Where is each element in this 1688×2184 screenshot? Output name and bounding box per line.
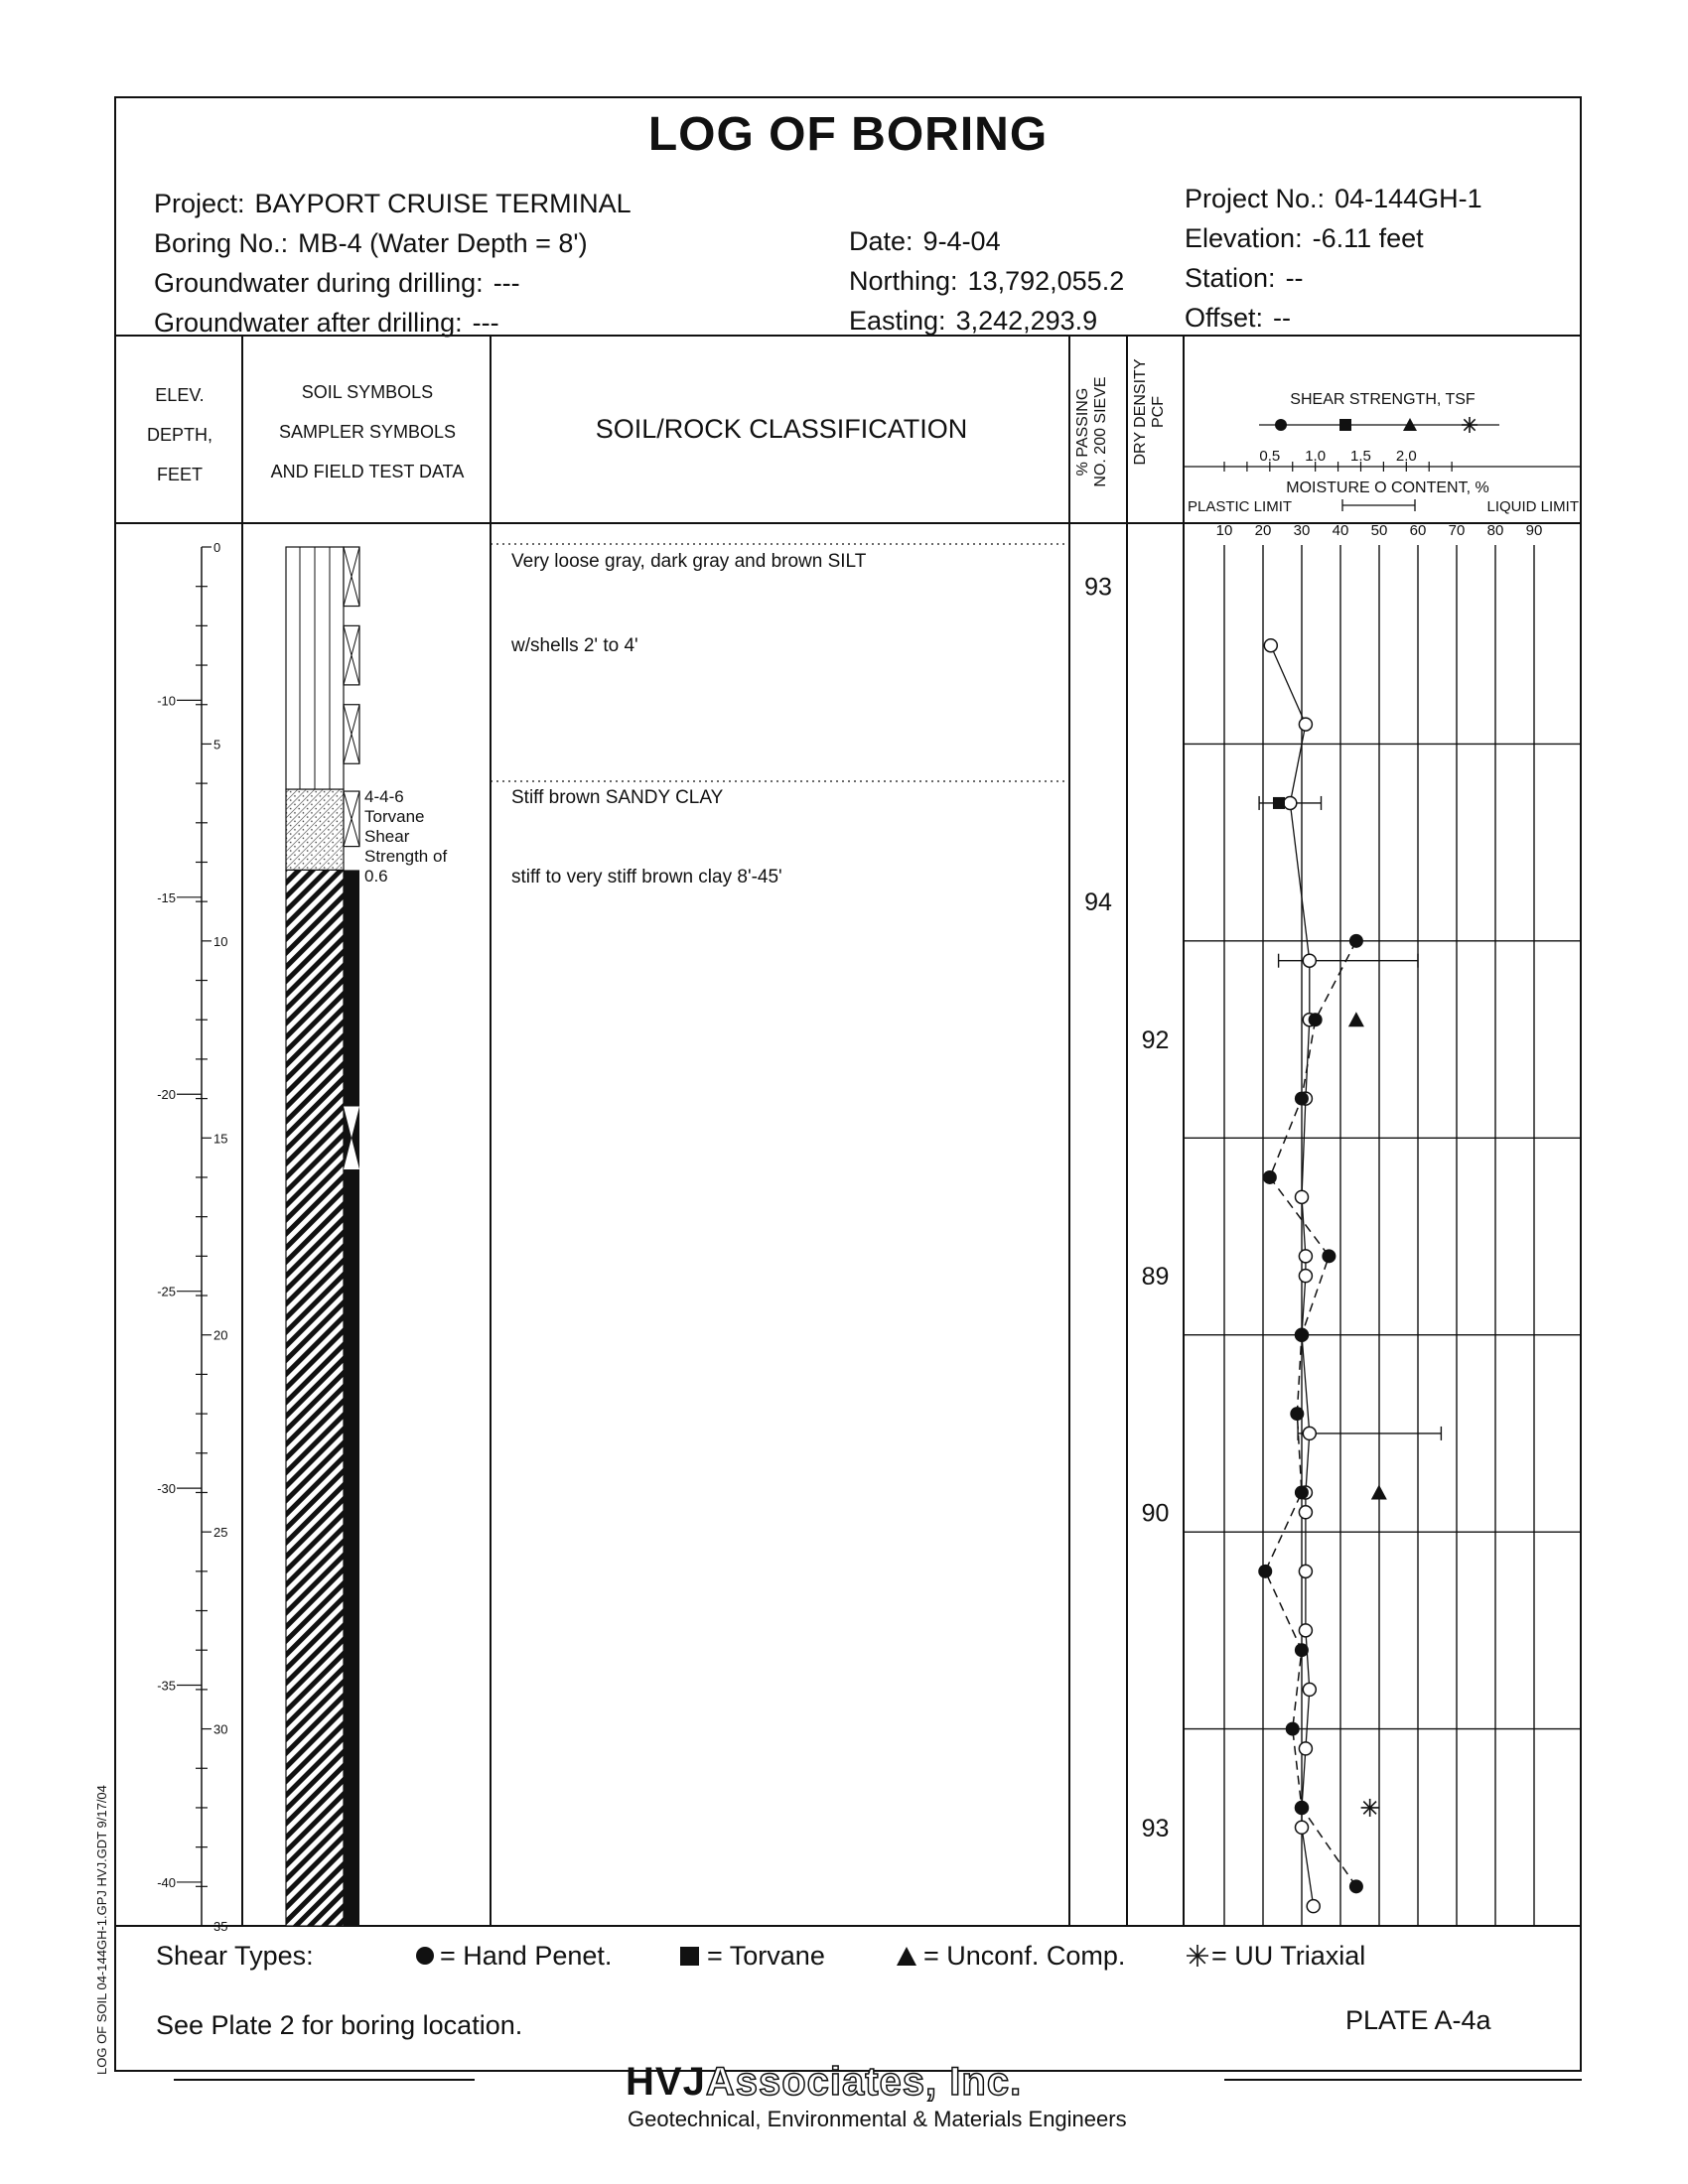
depth-label: 15: [213, 1131, 228, 1147]
gw-after-label: Groundwater after drilling:: [154, 308, 463, 338]
gw-during-label: Groundwater during drilling:: [154, 268, 484, 298]
density-value: 93: [1141, 1814, 1170, 1843]
field-test-line: 4-4-6: [364, 787, 404, 806]
shear-legend-dot: [1275, 419, 1287, 431]
elev-header-line2: DEPTH,: [146, 425, 212, 445]
moisture-point: [1303, 954, 1316, 967]
hand-penet-point: [1349, 934, 1363, 948]
moisture-tick-label: 80: [1486, 522, 1504, 539]
density-value: 90: [1141, 1499, 1170, 1528]
logo-outline: Associates, Inc.: [705, 2060, 1023, 2104]
offset-value: --: [1273, 303, 1292, 333]
logo-bold: HVJ: [626, 2060, 706, 2104]
shelby-tube-samples: [344, 870, 359, 1926]
sandy-clay-layer: [286, 789, 344, 870]
plot-axes: [1184, 391, 1582, 539]
hand-penet-point: [1295, 1485, 1309, 1499]
elevation-label: -25: [157, 1284, 176, 1299]
liquid-limit-label: LIQUID LIMIT: [1486, 498, 1579, 515]
moisture-point: [1299, 1506, 1312, 1519]
moisture-point: [1264, 639, 1277, 652]
field-test-line: Torvane: [364, 807, 425, 826]
elevation-value: -6.11 feet: [1312, 223, 1424, 253]
page-title: LOG OF BORING: [647, 108, 1049, 161]
elevation-label: -35: [157, 1678, 176, 1694]
desc-silt: Very loose gray, dark gray and brown SILT: [511, 551, 867, 572]
passing-header-line1: % PASSING: [1074, 387, 1091, 477]
shear-tick-label: 1.5: [1350, 448, 1371, 465]
elev-header-line3: FEET: [156, 465, 203, 484]
field-test-line: Shear: [364, 827, 410, 846]
desc-clay: stiff to very stiff brown clay 8'-45': [511, 867, 782, 887]
moisture-tick-label: 50: [1370, 522, 1388, 539]
moisture-tick-label: 10: [1215, 522, 1233, 539]
hand-penet-icon: [416, 1947, 434, 1965]
symbols-header-line1: SOIL SYMBOLS: [301, 382, 434, 402]
classification-header: SOIL/ROCK CLASSIFICATION: [595, 414, 968, 444]
desc-shells: w/shells 2' to 4': [511, 635, 638, 656]
unconf-comp-icon: [897, 1947, 916, 1966]
shear-tick-label: 0.5: [1259, 448, 1281, 465]
desc-sandy-clay: Stiff brown SANDY CLAY: [511, 787, 724, 808]
moisture-point: [1303, 1683, 1316, 1696]
depth-label: 10: [213, 933, 228, 949]
moisture-tick-label: 60: [1409, 522, 1427, 539]
hand-penet-point: [1309, 1013, 1323, 1026]
depth-label: 25: [213, 1525, 228, 1541]
elevation-axis: [157, 540, 227, 1934]
field-test-line: Strength of: [364, 847, 448, 866]
hand-penet-point: [1263, 1170, 1277, 1184]
density-value: 89: [1141, 1263, 1170, 1292]
legend-torvane: = Torvane: [707, 1941, 825, 1971]
boring-value: MB-4 (Water Depth = 8'): [298, 228, 588, 258]
moisture-tick-label: 70: [1448, 522, 1466, 539]
date-value: 9-4-04: [922, 226, 1001, 256]
plot-marks: [1258, 639, 1441, 1913]
passing-header-line2: NO. 200 SIEVE: [1092, 376, 1109, 487]
moisture-point: [1296, 1821, 1309, 1834]
legend-unconf: = Unconf. Comp.: [923, 1941, 1126, 1971]
depth-label: 30: [213, 1721, 228, 1737]
elevation-label: -15: [157, 889, 176, 905]
elevation-label: -20: [157, 1087, 176, 1103]
station-label: Station:: [1185, 263, 1276, 293]
symbols-header-line2: SAMPLER SYMBOLS: [278, 422, 457, 442]
torvane-point: [1273, 797, 1285, 809]
boring-label: Boring No.:: [154, 228, 289, 258]
density-header-line1: DRY DENSITY: [1132, 358, 1149, 466]
project-value: BAYPORT CRUISE TERMINAL: [254, 189, 632, 218]
shear-strength-title: SHEAR STRENGTH, TSF: [1290, 391, 1476, 408]
date-label: Date:: [849, 226, 914, 256]
moisture-tick-label: 20: [1254, 522, 1272, 539]
hand-penet-point: [1295, 1643, 1309, 1657]
station-value: --: [1285, 263, 1304, 293]
field-test-line: 0.6: [364, 867, 388, 886]
hand-penet-point: [1349, 1879, 1363, 1893]
easting-value: 3,242,293.9: [955, 306, 1098, 336]
moisture-point: [1296, 1190, 1309, 1203]
unconf-comp-point: [1371, 1484, 1387, 1499]
density-header-line2: PCF: [1150, 396, 1167, 428]
hand-penet-point: [1286, 1722, 1300, 1736]
moisture-point: [1299, 718, 1312, 731]
hand-penet-point: [1322, 1249, 1336, 1263]
elevation-label: -10: [157, 693, 176, 709]
hand-penet-point: [1295, 1801, 1309, 1815]
northing-label: Northing:: [849, 266, 958, 296]
hand-penet-point: [1295, 1328, 1309, 1342]
torvane-icon: [680, 1947, 699, 1966]
moisture-point: [1299, 1270, 1312, 1283]
plastic-limit-label: PLASTIC LIMIT: [1188, 498, 1293, 515]
hand-penet-point: [1295, 1092, 1309, 1106]
company-logo: [626, 2060, 1022, 2105]
moisture-title: MOISTURE O CONTENT, %: [1286, 479, 1489, 496]
easting-label: Easting:: [849, 306, 946, 336]
company-tagline: Geotechnical, Environmental & Materials Engineers: [628, 2107, 1127, 2131]
project-no-label: Project No.:: [1185, 184, 1326, 213]
moisture-point: [1307, 1900, 1320, 1913]
elev-header-line1: ELEV.: [155, 385, 205, 405]
moisture-tick-label: 90: [1525, 522, 1543, 539]
moisture-point: [1299, 1624, 1312, 1637]
depth-label: 5: [213, 737, 221, 752]
plate-number: PLATE A-4a: [1345, 2005, 1491, 2035]
file-reference: LOG OF SOIL 04-144GH-1.GPJ HVJ.GDT 9/17/04: [94, 1785, 109, 2075]
depth-label: 20: [213, 1327, 228, 1343]
moisture-point: [1303, 1427, 1316, 1439]
project-label: Project:: [154, 189, 245, 218]
moisture-point: [1299, 1565, 1312, 1577]
northing-value: 13,792,055.2: [967, 266, 1125, 296]
legend-hand-penet: = Hand Penet.: [440, 1941, 613, 1971]
plot-grid: [1184, 545, 1582, 1926]
elevation-label: -30: [157, 1481, 176, 1497]
hand-penet-point: [1258, 1565, 1272, 1578]
legend-uu: = UU Triaxial: [1211, 1941, 1366, 1971]
elevation-label: -40: [157, 1874, 176, 1890]
soil-column: [286, 547, 1169, 1926]
shear-tick-label: 1.0: [1305, 448, 1327, 465]
passing-value: 94: [1084, 888, 1112, 917]
moisture-point: [1284, 796, 1297, 809]
depth-label: 35: [213, 1919, 228, 1934]
unconf-comp-point: [1348, 1012, 1364, 1026]
project-no-value: 04-144GH-1: [1335, 184, 1482, 213]
legend-shear-types: Shear Types:: [156, 1941, 314, 1971]
density-value: 92: [1141, 1026, 1170, 1055]
gw-during-value: ---: [492, 268, 520, 298]
symbols-header-line3: AND FIELD TEST DATA: [270, 462, 465, 481]
moisture-point: [1299, 1742, 1312, 1755]
moisture-point: [1299, 1250, 1312, 1263]
gw-after-value: ---: [472, 308, 499, 338]
shear-tick-label: 2.0: [1395, 448, 1417, 465]
elevation-label: Elevation:: [1185, 223, 1303, 253]
depth-label: 0: [213, 540, 221, 555]
shear-legend-square: [1339, 419, 1351, 431]
clay-layer: [286, 870, 344, 1926]
hand-penet-point: [1290, 1407, 1304, 1421]
boring-location-note: See Plate 2 for boring location.: [156, 2010, 523, 2040]
moisture-tick-label: 40: [1332, 522, 1349, 539]
moisture-tick-label: 30: [1293, 522, 1311, 539]
passing-value: 93: [1084, 573, 1112, 602]
offset-label: Offset:: [1185, 303, 1264, 333]
